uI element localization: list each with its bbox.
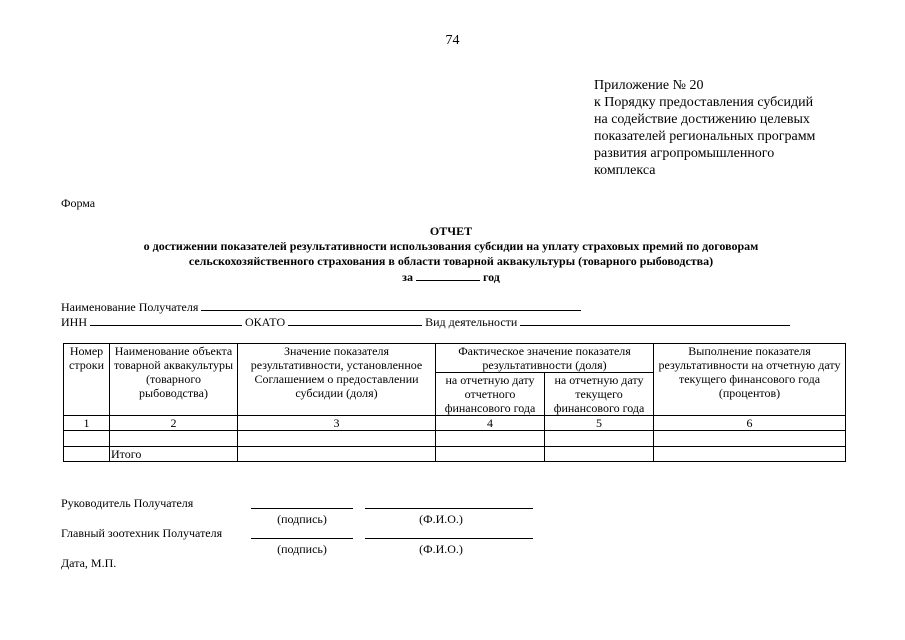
name-caption: (Ф.И.О.) <box>419 542 463 556</box>
column-number-row <box>64 416 846 431</box>
title-heading: ОТЧЕТ <box>429 224 473 238</box>
table-header-row <box>64 344 846 373</box>
appendix-line: к Порядку предоставления субсидий <box>594 95 814 110</box>
column-number: 4 <box>436 416 545 431</box>
head-signatory-label: Руководитель Получателя <box>61 496 194 510</box>
table-cell[interactable] <box>545 431 654 447</box>
header-fulfillment: Выполнение показателя результативности на отчетную дату текущего финансового года (процентов) <box>654 344 846 416</box>
zootechnician-signature-field[interactable] <box>251 538 353 539</box>
appendix-line: развития агропромышленного <box>594 146 775 161</box>
table-cell[interactable] <box>654 431 846 447</box>
column-number: 2 <box>110 416 238 431</box>
table-cell[interactable] <box>545 447 654 462</box>
appendix-line: показателей региональных программ <box>594 129 816 144</box>
table-row <box>64 431 846 447</box>
title-period <box>61 269 841 285</box>
form-label: Форма <box>61 196 96 210</box>
table-cell[interactable] <box>436 431 545 447</box>
activity-label: Вид деятельности <box>425 315 518 329</box>
report-table <box>63 343 846 462</box>
recipient-field[interactable] <box>201 299 581 311</box>
recipient-row <box>61 299 581 315</box>
codes-row <box>61 314 790 330</box>
table-cell[interactable] <box>238 431 436 447</box>
appendix-line: Приложение № 20 <box>594 78 704 93</box>
period-suffix: год <box>482 270 500 284</box>
name-caption: (Ф.И.О.) <box>419 512 463 526</box>
column-number: 5 <box>545 416 654 431</box>
report-title <box>61 224 841 285</box>
column-number: 1 <box>64 416 110 431</box>
head-name-field[interactable] <box>365 508 533 509</box>
column-number: 3 <box>238 416 436 431</box>
table-cell[interactable] <box>110 431 238 447</box>
appendix-line: на содействие достижению целевых <box>594 112 810 127</box>
total-row <box>64 447 846 462</box>
zootechnician-signatory-label: Главный зоотехник Получателя <box>61 526 223 540</box>
header-actual-curr: на отчетную дату текущего финансового года <box>545 373 654 416</box>
table-cell[interactable] <box>436 447 545 462</box>
page-number: 74 <box>445 33 460 48</box>
header-actual-prev: на отчетную дату отчетного финансового года <box>436 373 545 416</box>
inn-field[interactable] <box>90 314 242 326</box>
table-cell[interactable] <box>64 447 110 462</box>
zootechnician-name-field[interactable] <box>365 538 533 539</box>
head-signature-field[interactable] <box>251 508 353 509</box>
header-actual-value: Фактическое значение показателя результативности (доля) <box>436 344 654 373</box>
activity-field[interactable] <box>520 314 790 326</box>
okato-field[interactable] <box>288 314 422 326</box>
appendix-block <box>594 77 815 179</box>
total-label: Итого <box>110 447 238 462</box>
date-stamp-label: Дата, М.П. <box>61 556 117 570</box>
header-row-number: Номер строки <box>64 344 110 416</box>
inn-label: ИНН <box>61 315 87 329</box>
header-planned-value: Значение показателя результативности, установленное Соглашением о предоставлении субсидии (доля) <box>238 344 436 416</box>
header-object-name: Наименование объекта товарной аквакультуры (товарного рыбоводства) <box>110 344 238 416</box>
signature-caption: (подпись) <box>277 512 327 526</box>
column-number: 6 <box>654 416 846 431</box>
table-cell[interactable] <box>238 447 436 462</box>
okato-label: ОКАТО <box>245 315 286 329</box>
recipient-label: Наименование Получателя <box>61 300 199 314</box>
table-cell[interactable] <box>64 431 110 447</box>
table-cell[interactable] <box>654 447 846 462</box>
title-line-1: о достижении показателей результативности использования субсидии на уплату страховых премий по договорам <box>143 239 759 253</box>
period-field[interactable] <box>416 269 480 281</box>
period-prefix: за <box>402 270 413 284</box>
appendix-line: комплекса <box>594 163 656 178</box>
title-line-2: сельскохозяйственного страхования в области товарной аквакультуры (товарного рыбоводства) <box>188 254 714 268</box>
signature-caption: (подпись) <box>277 542 327 556</box>
